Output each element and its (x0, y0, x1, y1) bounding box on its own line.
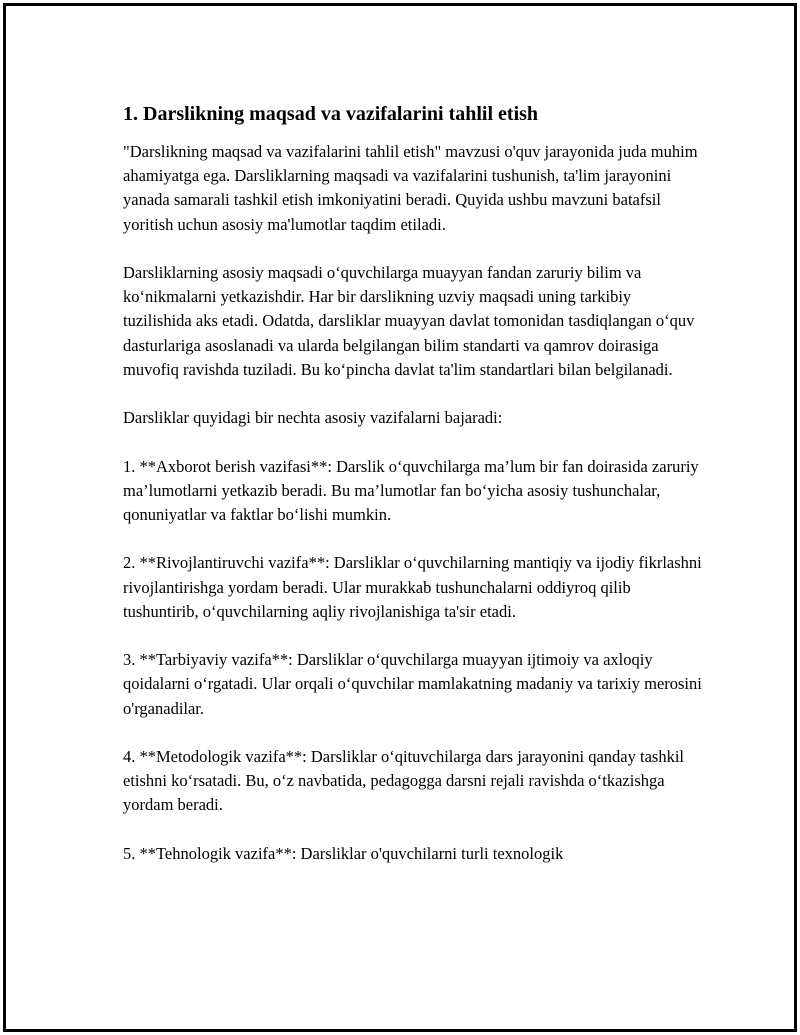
intro-paragraph: "Darslikning maqsad va vazifalarini tahlil etish" mavzusi o'quv jarayonida juda muhim ahamiyatga ega. Darsliklarning maqsadi va vazifalarini tushunish, ta'lim jarayonini yanada samarali tashkil etish imkoniyatini beradi. Quyida ushbu mavzuni batafsil yoritish uchun asosiy ma'lumotlar taqdim etiladi. (123, 142, 698, 234)
functions-intro-paragraph: Darsliklar quyidagi bir nechta asosiy vazifalarni bajaradi: (123, 408, 503, 428)
function-item-informational: 1. **Axborot berish vazifasi**: Darslik o‘quvchilarga ma’lum bir fan doirasida zaruriy ma’lumotlarni yetkazib beradi. Bu ma’lumotlar fan bo‘yicha asosiy tushunchalar, qonuniyatlar va faktlar bo‘lishi mumkin. (123, 456, 699, 524)
document-body (123, 102, 703, 890)
page-frame (3, 3, 797, 1032)
function-item-educational: 3. **Tarbiyaviy vazifa**: Darsliklar o‘quvchilarga muayyan ijtimoiy va axloqiy qoidalarni o‘rgatadi. Ular orqali o‘quvchilar mamlakatning madaniy va tarixiy merosini o'rganadilar. (123, 650, 702, 718)
function-item-technological: 5. **Tehnologik vazifa**: Darsliklar o'quvchilarni turli texnologik (123, 843, 564, 863)
section-heading: 1. Darslikning maqsad va vazifalarini tahlil etish (123, 103, 539, 125)
function-item-methodological: 4. **Metodologik vazifa**: Darsliklar o‘qituvchilarga dars jarayonini qanday tashkil etishni ko‘rsatadi. Bu, o‘z navbatida, pedagogga darsni rejali ravishda o‘tkazishga yordam beradi. (123, 746, 685, 815)
goal-paragraph: Darsliklarning asosiy maqsadi o‘quvchilarga muayyan fandan zaruriy bilim va ko‘nikmalarni yetkazishdir. Har bir darslikning uzviy maqsadi uning tarkibiy tuzilishida aks etadi. Odatda, darsliklar muayyan davlat tomonidan tasdiqlangan o‘quv dasturlariga asoslanadi va ularda belgilangan bilim standarti va qamrov doirasiga muvofiq ravishda tuziladi. Bu ko‘pincha davlat ta'lim standartlari bilan belgilanadi. (123, 263, 695, 379)
function-item-developmental: 2. **Rivojlantiruvchi vazifa**: Darsliklar o‘quvchilarning mantiqiy va ijodiy fikrlashni rivojlantirishga yordam beradi. Ular murakkab tushunchalarni oddiyroq qilib tushuntirib, o‘quvchilarning aqliy rivojlanishiga ta'sir etadi. (123, 553, 702, 621)
